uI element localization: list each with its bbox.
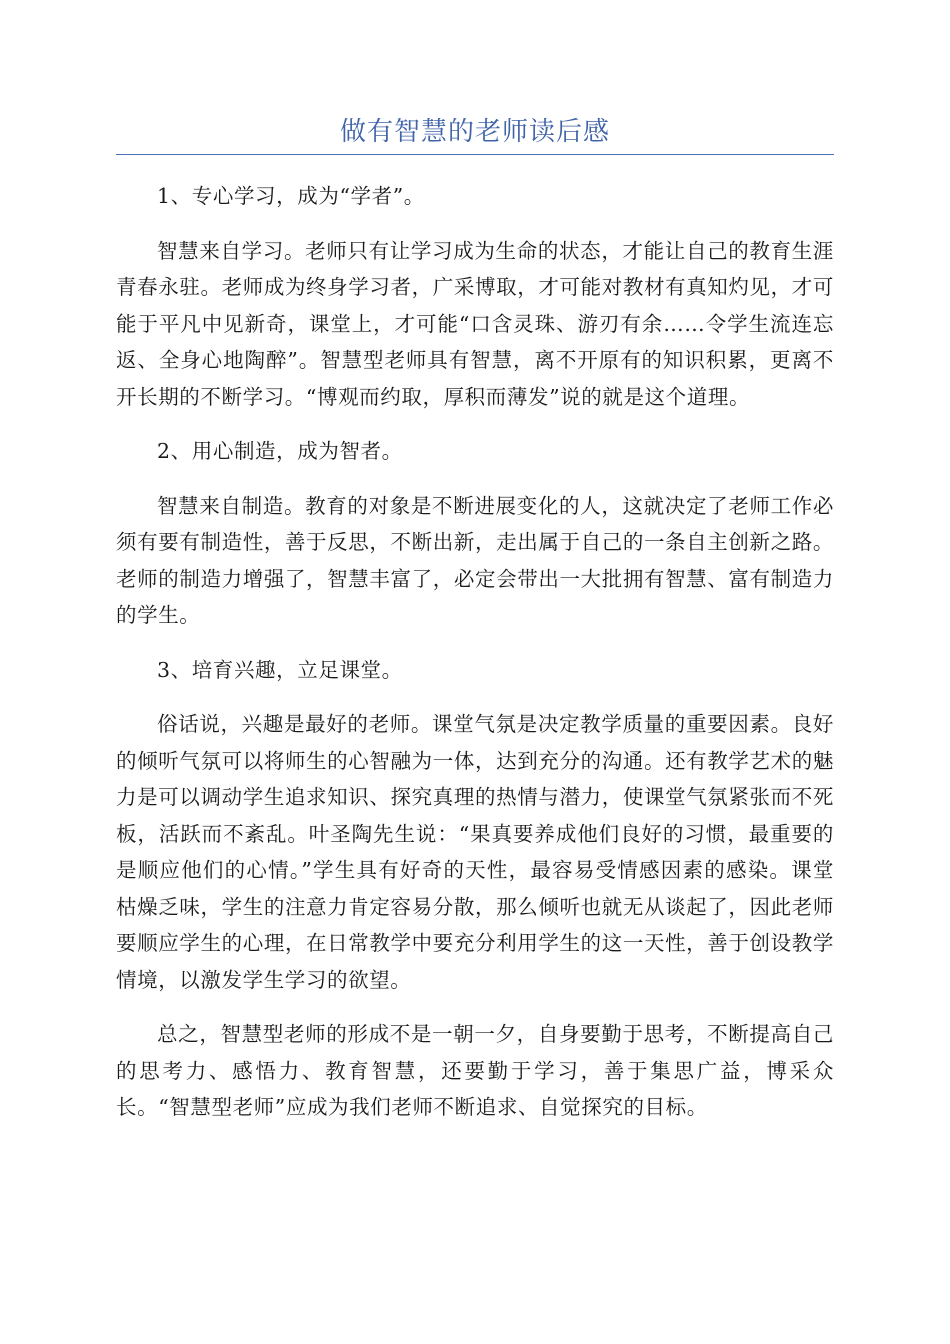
section-heading-3: 3、培育兴趣，立足课堂。 (157, 657, 403, 682)
conclusion-paragraph: 总之，智慧型老师的形成不是一朝一夕，自身要勤于思考，不断提高自己的思考力、感悟力、教育智慧，还要勤于学习，善于集思广益，博采众长。“智慧型老师”应成为我们老师不断追求、自觉探究的目标。 (116, 1022, 834, 1119)
section-heading-2: 2、用心制造，成为智者。 (157, 439, 403, 463)
paragraph: 俗话说，兴趣是最好的老师。课堂气氛是决定教学质量的重要因素。良好的倾听气氛可以将师生的心智融为一体，达到充分的沟通。还有教学艺术的魅力是可以调动学生追求知识、探究真理的热情与潜力，使课堂气氛紧张而不死板，活跃而不紊乱。叶圣陶先生说：“果真要养成他们良好的习惯，最重要的是顺应他们的心情。”学生具有好奇的天性，最容易受情感因素的感染。课堂枯燥乏味，学生的注意力肯定容易分散，那么倾听也就无从谈起了，因此老师要顺应学生的心理，在日常教学中要充分利用学生的这一天性，善于创设教学情境，以激发学生学习的欲望。 (116, 712, 834, 992)
section-heading-1: 1、专心学习，成为“学者”。 (157, 184, 425, 208)
document-title: 做有智慧的老师读后感 (339, 117, 610, 147)
paragraph: 智慧来自制造。教育的对象是不断进展变化的人，这就决定了老师工作必须有要有制造性，善于反思，不断出新，走出属于自己的一条自主创新之路。老师的制造力增强了，智慧丰富了，必定会带出一大批拥有智慧、富有制造力的学生。 (116, 493, 834, 627)
title-underline (116, 154, 834, 155)
paragraph: 智慧来自学习。老师只有让学习成为生命的状态，才能让自己的教育生涯青春永驻。老师成为终身学习者，广采博取，才可能对教材有真知灼见，才可能于平凡中见新奇，课堂上，才可能“口含灵珠、游刃有余……令学生流连忘返、全身心地陶醉”。智慧型老师具有智慧，离不开原有的知识积累，更离不开长期的不断学习。“博观而约取，厚积而薄发”说的就是这个道理。 (116, 238, 834, 409)
document-body (116, 178, 834, 1144)
